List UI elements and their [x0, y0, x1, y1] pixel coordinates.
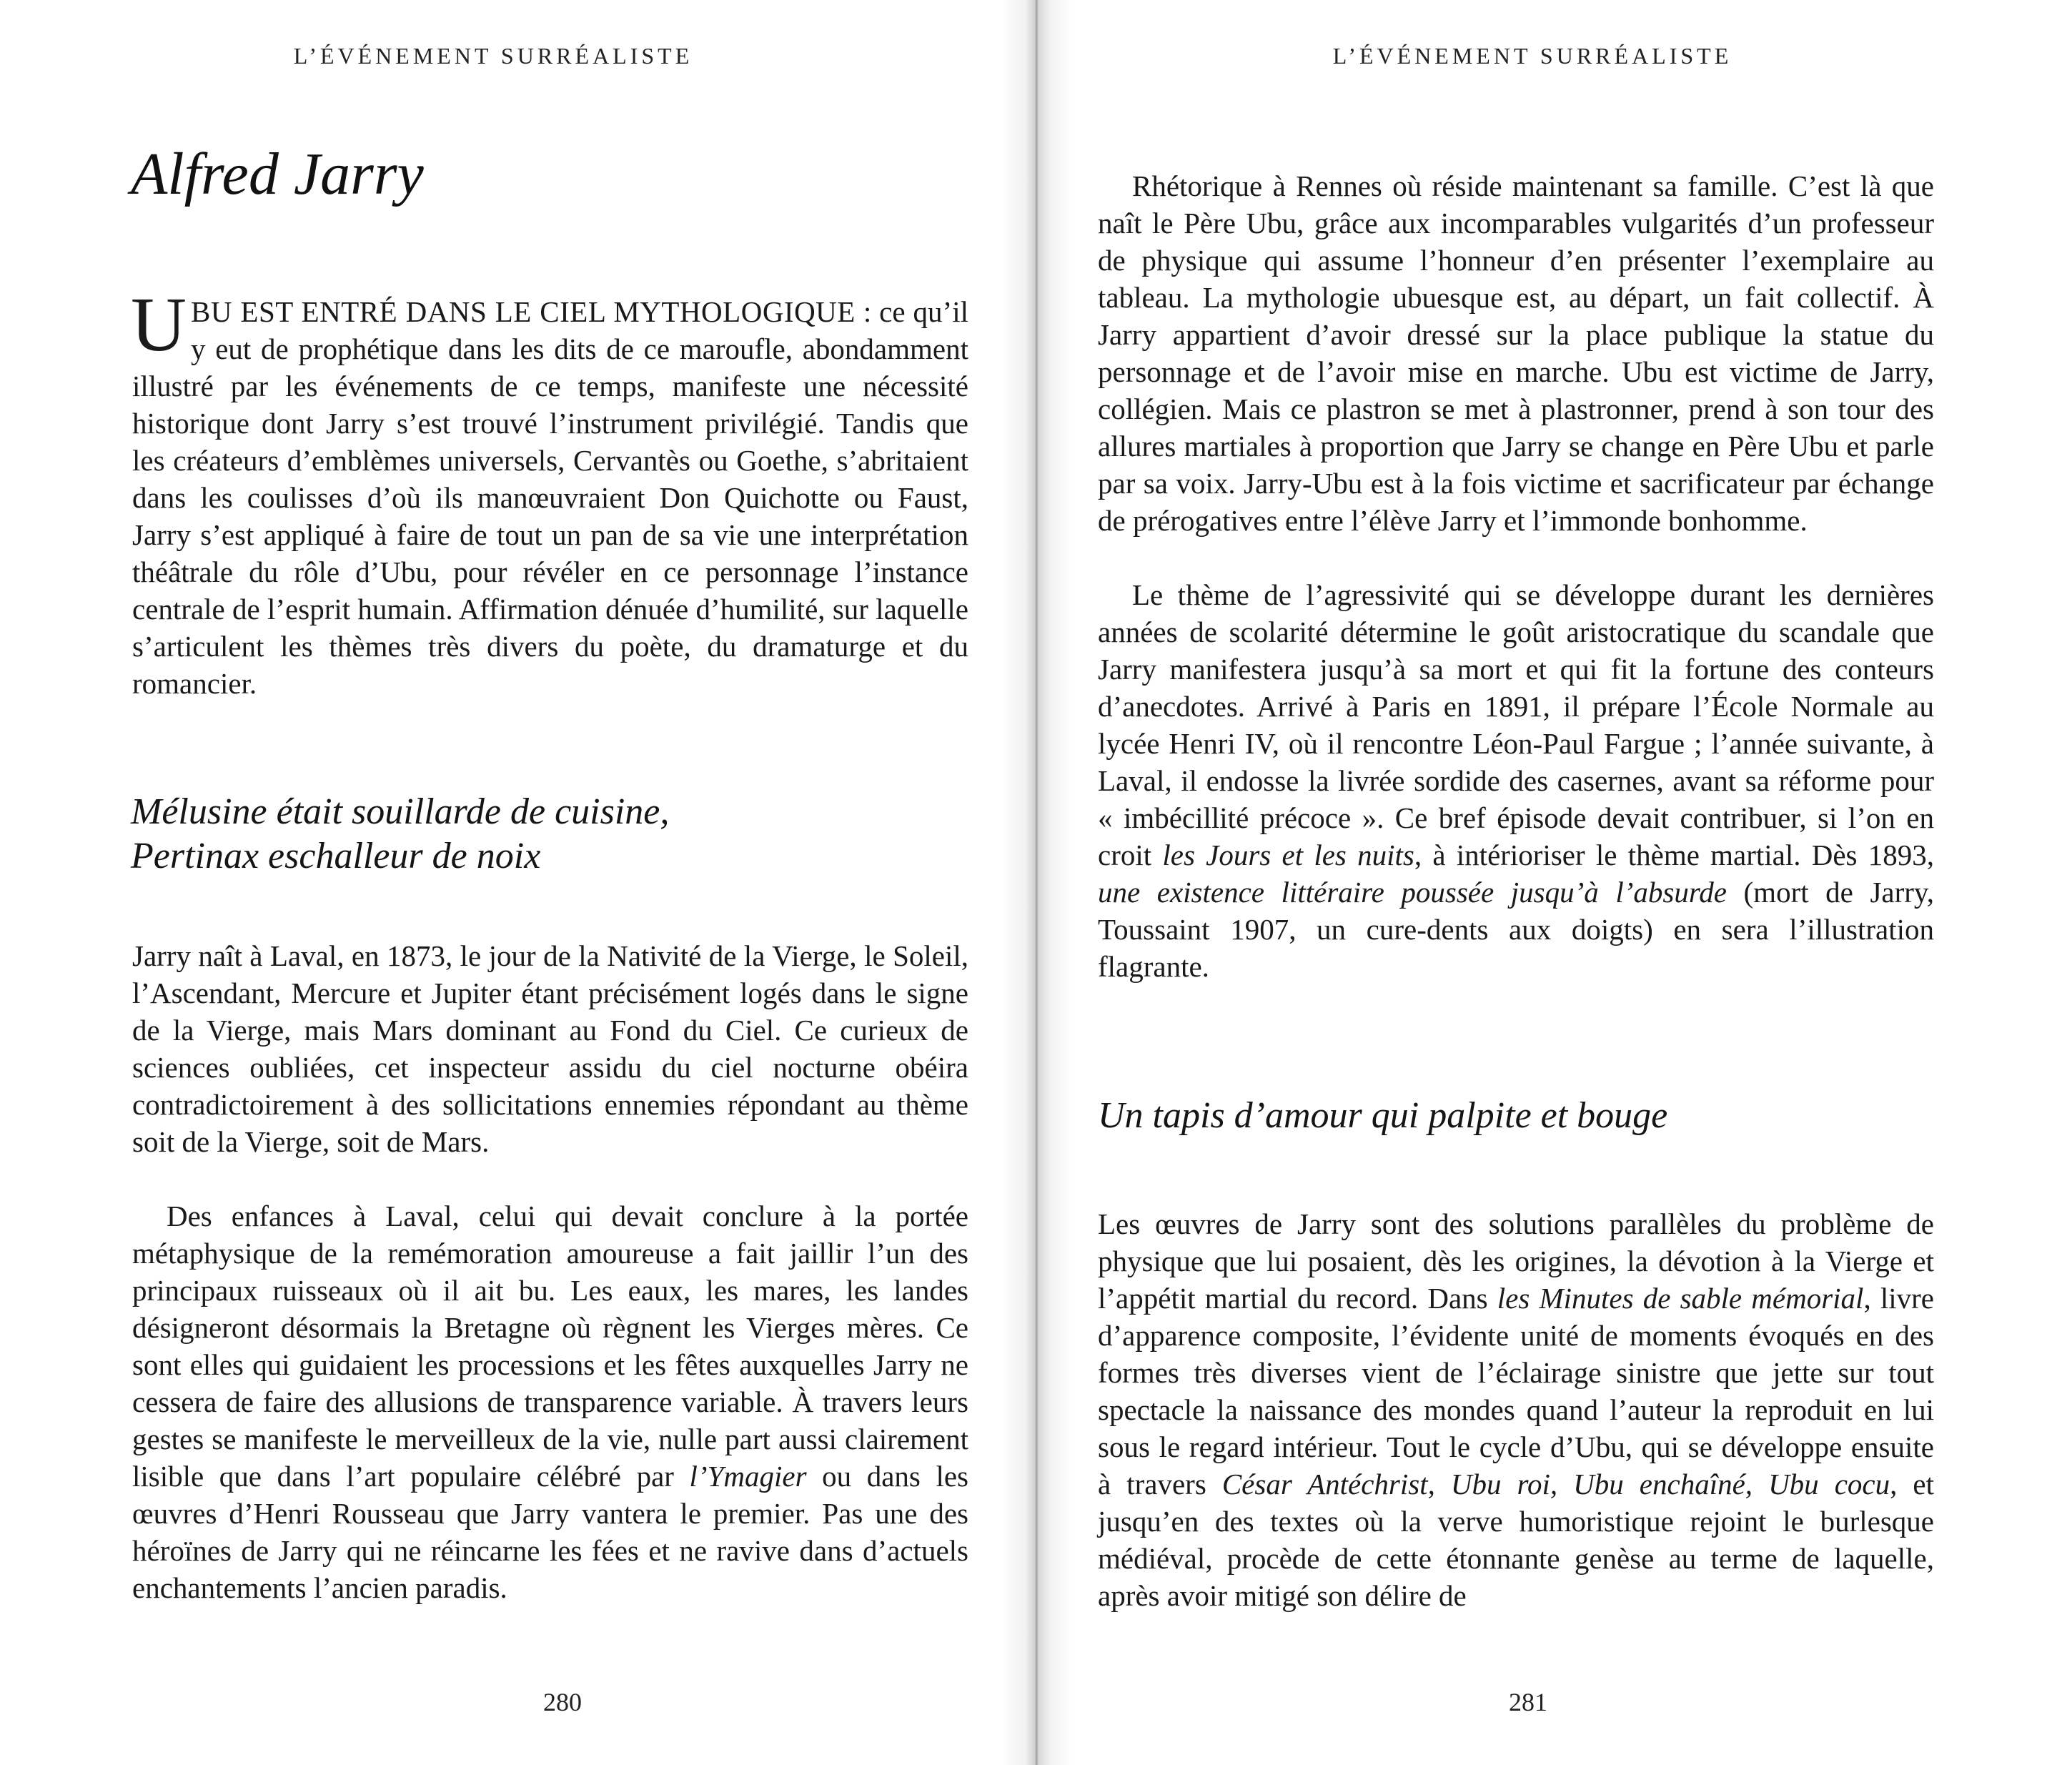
section-title-line-1: Mélusine était souillarde de cuisine, [131, 791, 670, 832]
paragraph-oeuvres: Les œuvres de Jarry sont des solutions parallèles du problème de physique que lui posaient, dès les origines, la dévotion à la Vierge et l’appétit martial du record. Dans les Minutes de sable mémorial, livre d’apparence composite, l’évidente unité de moments évoqués en des formes très diverses vient de l’éclairage sinistre que jette sur tout spectacle la naissance des mondes quand l’auteur la reproduit en lui sous le regard intérieur. Tout le cycle d’Ubu, qui se développe ensuite à travers César Antéchrist, Ubu roi, Ubu enchaîné, Ubu cocu, et jusqu’en des textes où la verve humoristique rejoint le burlesque médiéval, procède de cette étonnante genèse au terme de laquelle, après avoir mitigé son délire de [1098, 1207, 1935, 1612]
running-head-left: L’ÉVÉNEMENT SURRÉALISTE [293, 43, 693, 69]
chapter-title: Alfred Jarry [131, 141, 424, 207]
italic-minutes: les Minutes de sable mémorial [1497, 1282, 1864, 1315]
left-body [132, 937, 968, 1606]
page-number-right: 281 [1509, 1688, 1547, 1716]
section-title-line-2: Pertinax eschalleur de noix [131, 836, 541, 876]
right-body-bottom [1098, 1205, 1934, 1614]
right-body-top [1098, 167, 1934, 985]
page-number-left: 280 [543, 1688, 582, 1716]
section-title-tapis: Un tapis d’amour qui palpite et bouge [1098, 1095, 1668, 1136]
running-head-right: L’ÉVÉNEMENT SURRÉALISTE [1332, 43, 1733, 69]
italic-jours-nuits: les Jours et les nuits [1162, 839, 1414, 871]
book-gutter [1001, 0, 1072, 1765]
drop-cap: U [131, 282, 187, 367]
paragraph-agressivite: Le thème de l’agressivité qui se développe durant les dernières années de scolarité détermine le goût aristocratique du scandale que Jarry manifestera jusqu’à sa mort et qui fit la fortune des conteurs d’anecdotes. Arrivé à Paris en 1891, il prépare l’École Normale au lycée Henri IV, où il rencontre Léon-Paul Fargue ; l’année suivante, à Laval, il endosse la livrée sordide des casernes, avant sa réforme pour « imbécillité précoce ». Ce bref épisode devait contribuer, si l’on en croit les Jours et les nuits, à intérioriser le thème martial. Dès 1893, une existence littéraire poussée jusqu’à l’absurde (mort de Jarry, Toussaint 1907, un cure-dents aux doigts) en sera l’illustration flagrante. [1098, 578, 1934, 983]
italic-cycle-ubu: César Antéchrist, Ubu roi, Ubu enchaîné, Ubu cocu [1221, 1468, 1890, 1501]
paragraph-laval: Des enfances à Laval, celui qui devait conclure à la portée métaphysique de la remémoration amoureuse a fait jaillir l’un des principaux ruisseaux où il ait bu. Les eaux, les mares, les landes désigneront désormais la Bretagne où règnent les Vierges mères. Ce sont elles qui guidaient les processions et les fêtes auxquelles Jarry ne cessera de faire des allusions de transparence variable. À travers leurs gestes se manifeste le merveilleux de la vie, nulle part aussi clairement lisible que dans l’art populaire célébré par l’Ymagier ou dans les œuvres d’Henri Rousseau que Jarry vantera le premier. Pas une des héroïnes de Jarry qui ne réincarne les fées et ne ravive dans d’actuels enchantements l’ancien paradis. [132, 1200, 969, 1604]
left-page [0, 0, 1032, 1765]
section-title-melusine [131, 790, 669, 879]
intro-paragraph [131, 282, 968, 702]
italic-ymagier: l’Ymagier [689, 1460, 807, 1493]
paragraph-rhetorique: Rhétorique à Rennes où réside maintenant sa famille. C’est là que naît le Père Ubu, grâce aux incomparables vulgarités d’un professeur de physique qui assume l’honneur d’en présenter l’exemplaire au tableau. La mythologie ubuesque est, au départ, un fait collectif. À Jarry appartient d’avoir dressé sur la place publique la statue du personnage et de l’avoir mise en marche. Ubu est victime de Jarry, collégien. Mais ce plastron se met à plastronner, prend à son tour des allures martiales à proportion que Jarry se change en Père Ubu et parle par sa voix. Jarry-Ubu est à la fois victime et sacrificateur par échange de prérogatives entre l’élève Jarry et l’immonde bonhomme. [1098, 169, 1934, 537]
intro-text: : ce qu’il y eut de prophétique dans les dits de ce maroufle, abondamment illustré par les événements de ce temps, manifeste une nécessité historique dont Jarry s’est trouvé l’instrument privilégié. Tandis que les créateurs d’emblèmes universels, Cervantès ou Goethe, s’abritaient dans les coulisses d’où ils manœuvraient Don Quichotte ou Faust, Jarry s’est appliqué à faire de tout un pan de sa vie une interprétation théâtrale du rôle d’Ubu, pour révéler en ce personnage l’instance centrale de l’esprit humain. Affirmation dénuée d’humilité, sur laquelle s’articulent les thèmes très divers du poète, du dramaturge et du romancier. [132, 295, 968, 700]
italic-existence: une existence littéraire poussée jusqu’à l’absurde [1098, 876, 1727, 909]
paragraph-birth: Jarry naît à Laval, en 1873, le jour de la Nativité de la Vierge, le Soleil, l’Ascendant, Mercure et Jupiter étant précisément logés dans le signe de la Vierge, mais Mars dominant au Fond du Ciel. Ce curieux de sciences oubliées, cet inspecteur assidu du ciel nocturne obéira contradictoirement à des sollicitations ennemies répondant au thème soit de la Vierge, soit de Mars. [132, 939, 968, 1158]
right-page [1032, 0, 2072, 1765]
intro-smallcaps: BU EST ENTRÉ DANS LE CIEL MYTHOLOGIQUE [191, 295, 856, 328]
